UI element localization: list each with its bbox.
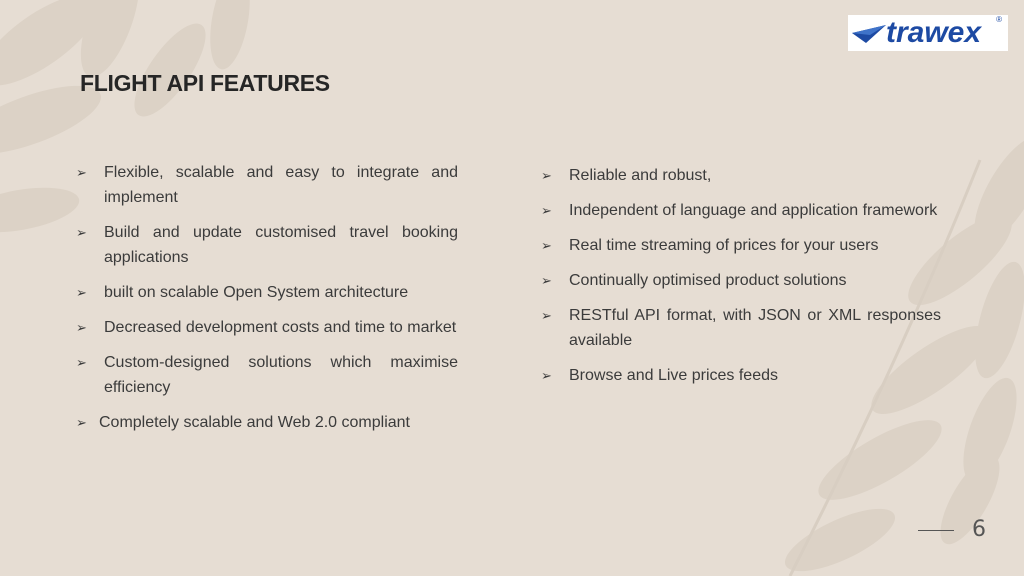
list-item — [541, 233, 941, 258]
list-item-text: Real time streaming of prices for your users — [569, 237, 879, 254]
list-item — [76, 410, 458, 435]
arrow-bullet-icon: ➢ — [76, 320, 87, 335]
arrow-bullet-icon: ➢ — [541, 273, 552, 288]
trawex-logo — [848, 15, 1008, 51]
slide-title: FLIGHT API FEATURES — [80, 70, 330, 96]
list-item — [76, 315, 458, 340]
arrow-bullet-icon: ➢ — [76, 415, 87, 430]
arrow-bullet-icon: ➢ — [76, 355, 87, 370]
arrow-bullet-icon: ➢ — [76, 165, 87, 180]
list-item-text: Build and update customised travel booking applications — [104, 224, 458, 266]
list-item-text: Flexible, scalable and easy to integrate and implement — [104, 164, 458, 206]
list-item-text: built on scalable Open System architecture — [104, 284, 409, 301]
list-item-text: Independent of language and application framework — [569, 202, 938, 219]
arrow-bullet-icon: ➢ — [541, 238, 552, 253]
list-item-text: Decreased development costs and time to market — [104, 319, 457, 336]
list-item — [541, 268, 941, 293]
arrow-bullet-icon: ➢ — [76, 285, 87, 300]
page-number: 6 — [972, 517, 986, 542]
list-item-text: Reliable and robust, — [569, 167, 712, 184]
right-feature-list — [541, 163, 941, 398]
list-item — [76, 160, 458, 210]
list-item-text: Continually optimised product solutions — [569, 272, 847, 289]
list-item-text: Custom-designed solutions which maximise efficiency — [104, 354, 458, 396]
list-item — [76, 350, 458, 400]
left-feature-list — [76, 160, 458, 445]
list-item — [76, 280, 458, 305]
list-item-text: Completely scalable and Web 2.0 compliant — [99, 414, 410, 431]
arrow-bullet-icon: ➢ — [541, 168, 552, 183]
list-item — [541, 303, 941, 353]
list-item-text: Browse and Live prices feeds — [569, 367, 778, 384]
list-item — [76, 220, 458, 270]
list-item — [541, 163, 941, 188]
arrow-bullet-icon: ➢ — [541, 308, 552, 323]
plane-icon — [852, 23, 886, 43]
list-item — [541, 363, 941, 388]
registered-mark: ® — [996, 15, 1002, 24]
arrow-bullet-icon: ➢ — [541, 203, 552, 218]
list-item — [541, 198, 941, 223]
page-number-divider — [918, 530, 954, 531]
logo-text: trawex — [886, 16, 982, 49]
arrow-bullet-icon: ➢ — [541, 368, 552, 383]
list-item-text: RESTful API format, with JSON or XML responses available — [569, 307, 941, 349]
arrow-bullet-icon: ➢ — [76, 225, 87, 240]
